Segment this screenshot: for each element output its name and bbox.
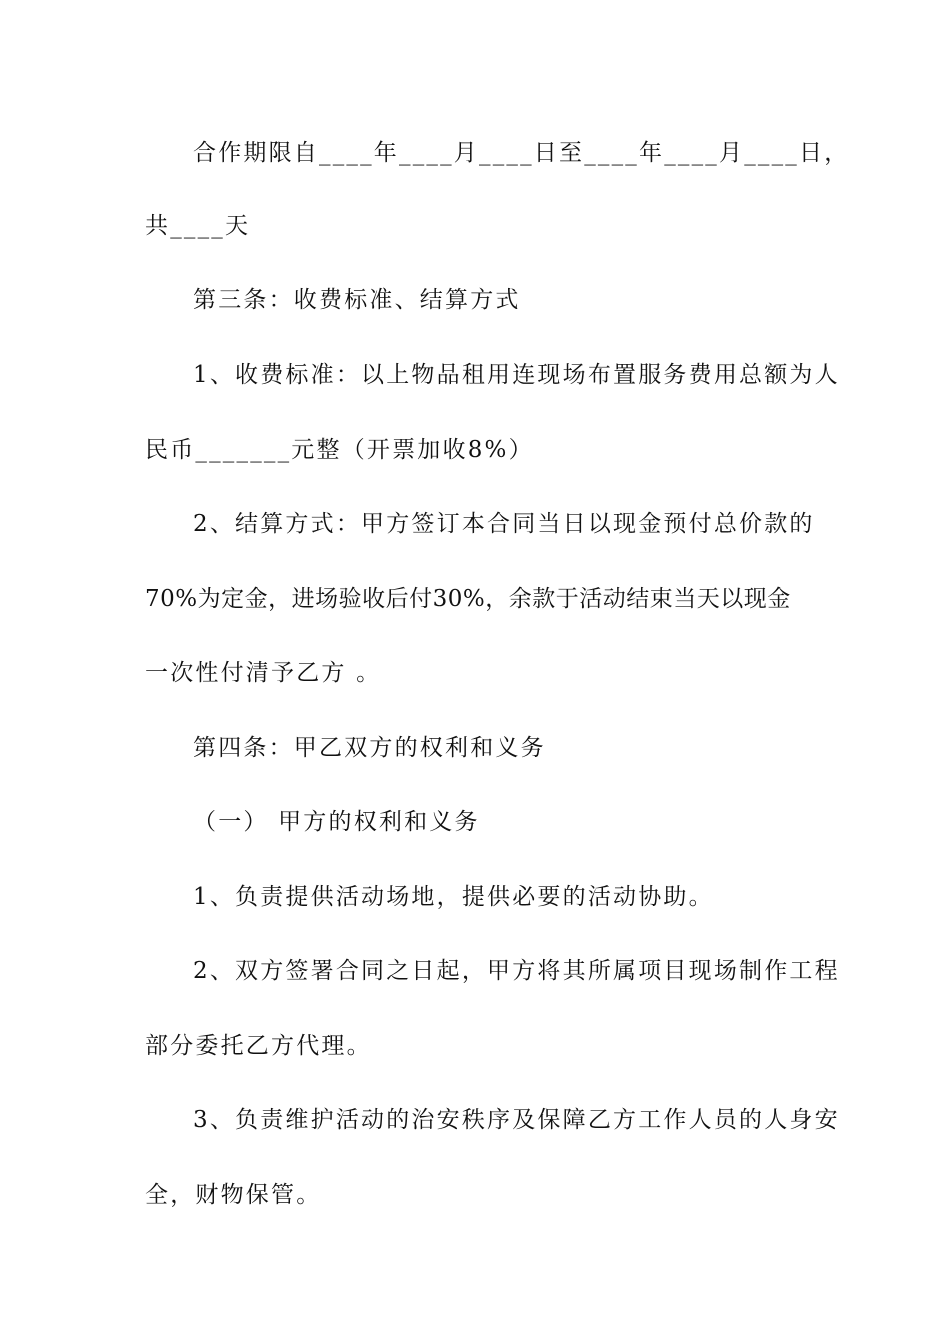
settlement-method-line-2: 70%为定金，进场验收后付30%，余款于活动结束当天以现金 [145,586,791,612]
settlement-method-line-3: 一次性付清予乙方 。 [145,660,382,686]
party-a-duty-2-line-2: 部分委托乙方代理。 [145,1033,372,1059]
fee-standard-line-2: 民币_______元整（开票加收8%） [145,437,534,463]
fee-standard-line-1: 1、收费标准：以上物品租用连现场布置服务费用总额为人 [193,362,840,388]
party-a-subheading: （一） 甲方的权利和义务 [193,809,480,835]
settlement-method-line-1: 2、结算方式：甲方签订本合同当日以现金预付总价款的 [193,511,815,537]
article-four-heading: 第四条：甲乙双方的权利和义务 [193,735,546,761]
party-a-duty-1: 1、负责提供活动场地，提供必要的活动协助。 [193,884,714,910]
contract-days-line: 共____天 [145,213,251,239]
contract-period-line: 合作期限自____年____月____日至____年____月____日， [193,140,850,166]
article-three-heading: 第三条：收费标准、结算方式 [193,287,521,313]
party-a-duty-2-line-1: 2、双方签署合同之日起，甲方将其所属项目现场制作工程 [193,958,840,984]
party-a-duty-3-line-2: 全，财物保管。 [145,1182,322,1208]
party-a-duty-3-line-1: 3、负责维护活动的治安秩序及保障乙方工作人员的人身安 [193,1107,840,1133]
